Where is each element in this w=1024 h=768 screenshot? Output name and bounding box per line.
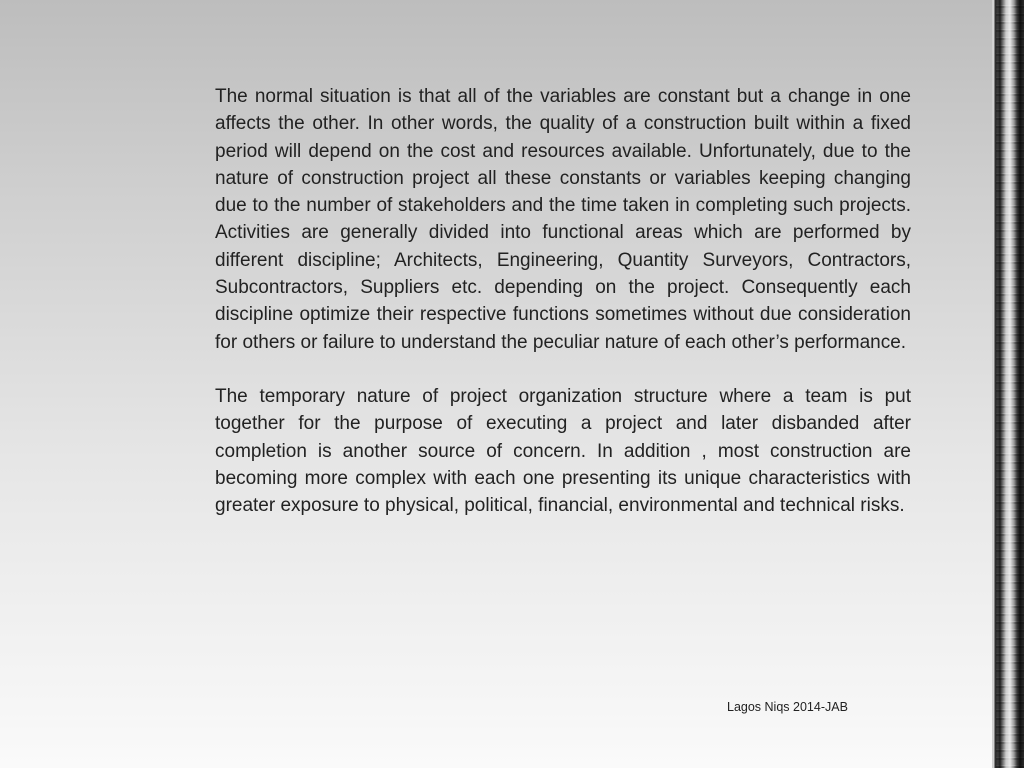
slide-body [215, 83, 911, 519]
slide-footer: Lagos Niqs 2014-JAB [727, 700, 848, 714]
body-paragraph-2: The temporary nature of project organization structure where a team is put together for the purpose of executing a project and later disbanded after completion is another source of concern. In addition , most construction are becoming more complex with each one presenting its unique characteristics with greater exposure to physical, political, financial, environmental and technical risks. [215, 385, 911, 517]
body-paragraph-1: The normal situation is that all of the variables are constant but a change in one affects the other. In other words, the quality of a construction built within a fixed period will depend on the cost and resources available. Unfortunately, due to the nature of construction project all these constants or variables keeping changing due to the number of stakeholders and the time taken in completing such projects. Activities are generally divided into functional areas which are performed by different discipline; Architects, Engineering, Quantity Surveyors, Contractors, Subcontractors, Suppliers etc. depending on the project. Consequently each discipline optimize their respective functions sometimes without due consideration for others or failure to understand the peculiar nature of each other’s performance. [215, 86, 911, 353]
decorative-edge-texture [996, 0, 1024, 768]
